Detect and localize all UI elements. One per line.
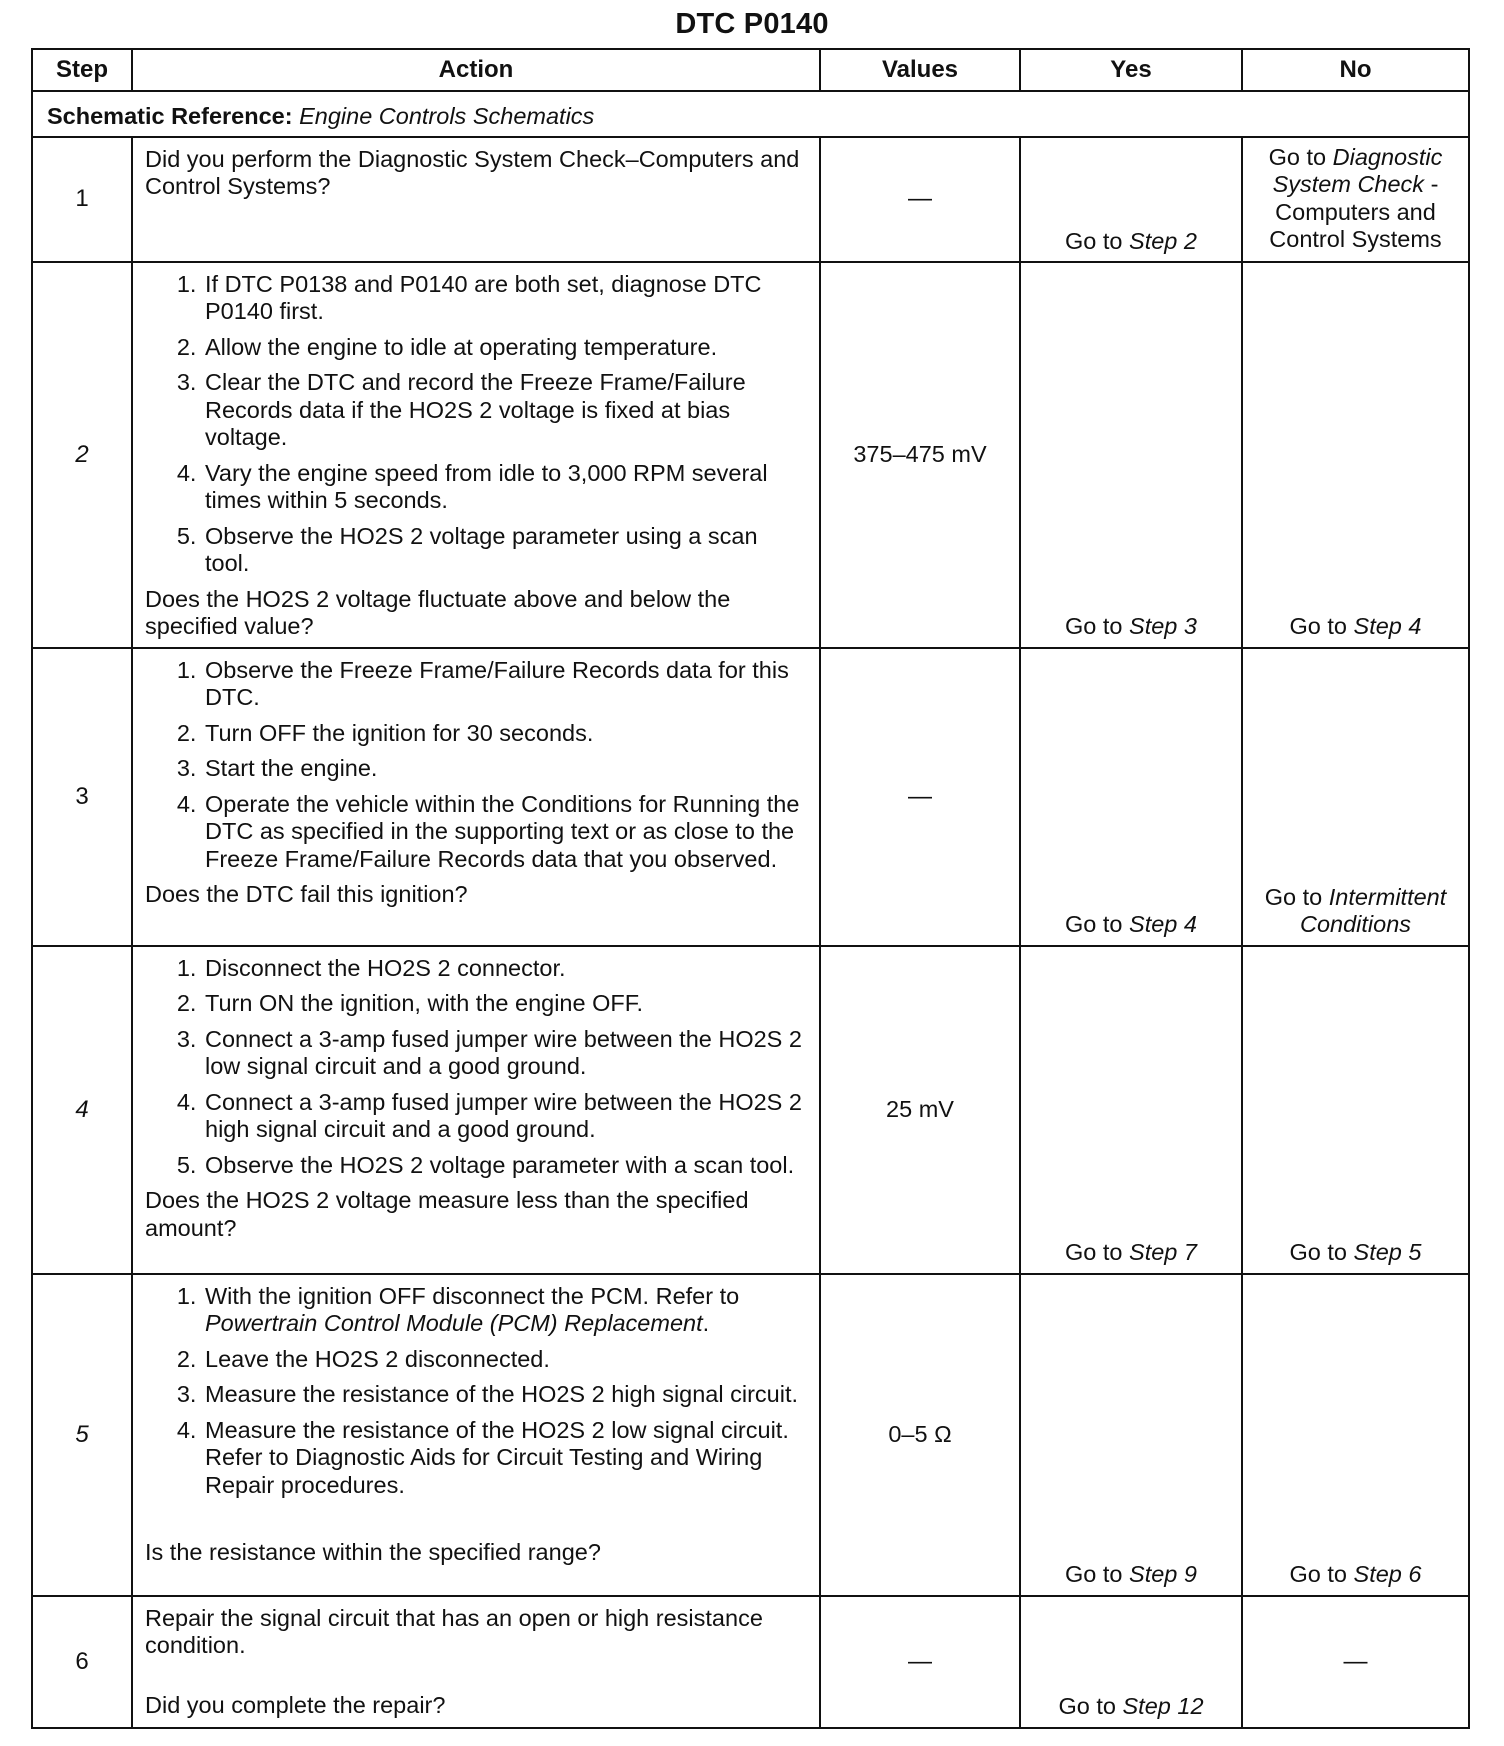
list-item: 1. With the ignition OFF disconnect the PCM. Refer to Powertrain Control Module (PCM) Replacement. — [203, 1283, 807, 1338]
action-question: Did you complete the repair? — [145, 1691, 446, 1718]
no-step-link: Step 6 — [1353, 1561, 1422, 1588]
no-cell — [1242, 1274, 1469, 1596]
schematic-link: Engine Controls Schematics — [299, 103, 595, 130]
table-row — [32, 1274, 1469, 1596]
table-row — [32, 946, 1469, 1274]
action-question: Does the HO2S 2 voltage measure less than the specified amount? — [145, 1187, 749, 1241]
list-item: 5. Observe the HO2S 2 voltage parameter using a scan tool. — [203, 523, 807, 578]
yes-step-link: Step 7 — [1129, 1239, 1197, 1266]
schematic-reference-row — [32, 91, 1469, 137]
pcm-replacement-link: Powertrain Control Module (PCM) Replacement — [205, 1310, 703, 1337]
action-list — [145, 657, 807, 873]
list-item: 2. Turn ON the ignition, with the engine OFF. — [203, 990, 807, 1017]
no-suffix: - Computers and Control Systems — [1269, 171, 1442, 253]
list-item: 4. Measure the resistance of the HO2S 2 low signal circuit. Refer to Diagnostic Aids for Circuit Testing and Wiring Repair procedures. — [203, 1417, 807, 1499]
yes-cell — [1020, 1274, 1242, 1596]
action-list — [145, 955, 807, 1179]
action-text: Repair the signal circuit that has an open or high resistance condition. — [145, 1604, 763, 1659]
list-item: 2. Leave the HO2S 2 disconnected. — [203, 1346, 807, 1373]
go-to-text: Go to — [1065, 911, 1123, 938]
no-link: Diagnostic System Check — [1272, 144, 1443, 198]
yes-cell — [1020, 1596, 1242, 1728]
yes-step-link: Step 9 — [1129, 1561, 1197, 1588]
header-yes: Yes — [1020, 49, 1242, 91]
list-item: 3. Connect a 3-amp fused jumper wire between the HO2S 2 low signal circuit and a good ground. — [203, 1026, 807, 1081]
page-title: DTC P0140 — [675, 8, 829, 40]
action-question: Is the resistance within the specified range? — [145, 1539, 601, 1566]
no-cell — [1242, 946, 1469, 1274]
list-item: 1. Disconnect the HO2S 2 connector. — [203, 955, 807, 982]
no-step-link: Step 5 — [1353, 1239, 1422, 1266]
value-cell: 375–475 mV — [820, 262, 1020, 648]
step-number: 6 — [32, 1596, 132, 1728]
yes-step-link: Step 12 — [1122, 1693, 1204, 1720]
schematic-label: Schematic Reference: — [47, 103, 293, 130]
list-item: 1. If DTC P0138 and P0140 are both set, diagnose DTC P0140 first. — [203, 271, 807, 326]
table-row — [32, 1596, 1469, 1728]
yes-step-link: Step 2 — [1129, 227, 1197, 254]
action-cell — [132, 137, 820, 262]
diagnostic-table — [31, 48, 1470, 1729]
list-item: 2. Allow the engine to idle at operating temperature. — [203, 334, 807, 361]
step-number: 5 — [32, 1274, 132, 1596]
list-item: 4. Operate the vehicle within the Conditions for Running the DTC as specified in the supporting text or as close to the Freeze Frame/Failure Records data that you observed. — [203, 791, 807, 873]
list-item: 4. Connect a 3-amp fused jumper wire between the HO2S 2 high signal circuit and a good ground. — [203, 1089, 807, 1144]
go-to-text: Go to — [1058, 1693, 1116, 1720]
schematic-reference — [32, 91, 1469, 137]
item-text: With the ignition OFF disconnect the PCM. Refer to — [205, 1282, 740, 1309]
table-row — [32, 648, 1469, 946]
go-to-text: Go to — [1065, 1239, 1123, 1266]
yes-cell — [1020, 262, 1242, 648]
yes-cell — [1020, 648, 1242, 946]
yes-cell — [1020, 946, 1242, 1274]
action-cell — [132, 1274, 820, 1596]
yes-cell — [1020, 137, 1242, 262]
list-item: 2. Turn OFF the ignition for 30 seconds. — [203, 720, 807, 747]
table-row — [32, 262, 1469, 648]
go-to-text: Go to — [1065, 613, 1123, 640]
action-list — [145, 1283, 807, 1499]
yes-step-link: Step 3 — [1129, 613, 1197, 640]
go-to-text: Go to — [1289, 613, 1347, 640]
go-to-text: Go to — [1065, 227, 1123, 254]
header-step: Step — [32, 49, 132, 91]
go-to-text: Go to — [1264, 883, 1323, 910]
header-no: No — [1242, 49, 1469, 91]
action-text: Did you perform the Diagnostic System Check–Computers and Control Systems? — [145, 146, 800, 200]
action-list — [145, 271, 807, 578]
value-cell: 25 mV — [820, 946, 1020, 1274]
list-item: 3. Start the engine. — [203, 755, 807, 782]
go-to-text: Go to — [1065, 1561, 1123, 1588]
yes-step-link: Step 4 — [1129, 911, 1197, 938]
list-item: 3. Clear the DTC and record the Freeze Frame/Failure Records data if the HO2S 2 voltage is fixed at bias voltage. — [203, 369, 807, 451]
action-cell — [132, 946, 820, 1274]
step-number: 3 — [32, 648, 132, 946]
list-item: 1. Observe the Freeze Frame/Failure Records data for this DTC. — [203, 657, 807, 712]
no-link: Intermittent Conditions — [1299, 883, 1447, 938]
value-cell: 0–5 Ω — [820, 1274, 1020, 1596]
go-to-text: Go to — [1289, 1239, 1347, 1266]
table-row — [32, 137, 1469, 262]
no-cell — [1242, 137, 1469, 262]
action-cell — [132, 648, 820, 946]
action-question: Does the HO2S 2 voltage fluctuate above and below the specified value? — [145, 585, 731, 640]
no-step-link: Step 4 — [1353, 613, 1422, 640]
go-to-text: Go to — [1289, 1561, 1347, 1588]
header-values: Values — [820, 49, 1020, 91]
value-cell: — — [820, 137, 1020, 262]
value-cell: — — [820, 1596, 1020, 1728]
value-cell: — — [820, 648, 1020, 946]
action-question: Does the DTC fail this ignition? — [145, 881, 468, 908]
step-number: 2 — [32, 262, 132, 648]
no-cell — [1242, 648, 1469, 946]
step-number: 4 — [32, 946, 132, 1274]
list-item: 5. Observe the HO2S 2 voltage parameter with a scan tool. — [203, 1152, 807, 1179]
no-cell: — — [1242, 1596, 1469, 1728]
list-item: 4. Vary the engine speed from idle to 3,000 RPM several times within 5 seconds. — [203, 460, 807, 515]
list-item: 3. Measure the resistance of the HO2S 2 high signal circuit. — [203, 1381, 807, 1408]
no-cell — [1242, 262, 1469, 648]
header-action: Action — [132, 49, 820, 91]
action-cell — [132, 1596, 820, 1728]
table-header-row — [32, 49, 1469, 91]
go-to-text: Go to — [1268, 144, 1327, 170]
step-number: 1 — [32, 137, 132, 262]
action-cell — [132, 262, 820, 648]
